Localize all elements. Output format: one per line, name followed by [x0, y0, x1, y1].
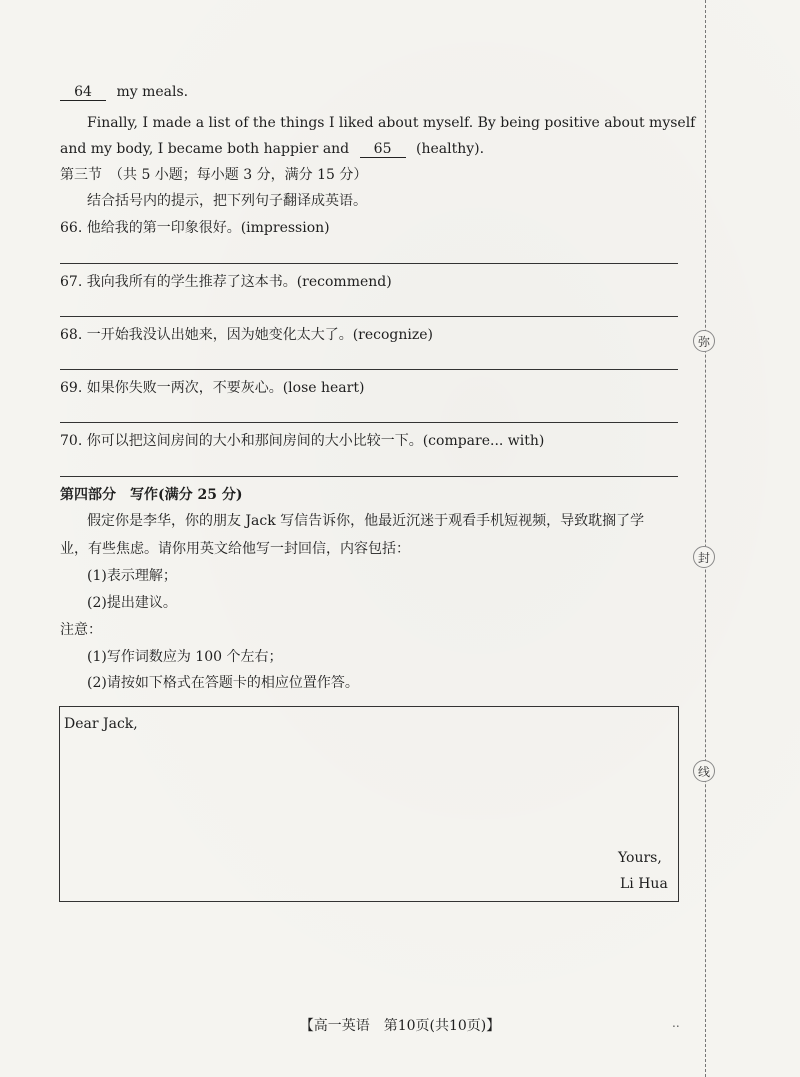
- section3-heading: 第三节 （共 5 小题；每小题 3 分，满分 15 分）: [60, 167, 368, 183]
- paragraph-final-hint: (healthy).: [416, 141, 485, 157]
- part4-note-1: (1)写作词数应为 100 个左右；: [87, 649, 283, 665]
- binding-mark-mi: 弥: [693, 330, 715, 352]
- binding-dashed-line: [705, 0, 706, 1077]
- translation-item-66: 66. 他给我的第一印象很好。(impression): [60, 220, 330, 236]
- translation-item-70: 70. 你可以把这间房间的大小和那间房间的大小比较一下。(compare... with): [60, 433, 545, 449]
- letter-signature: Li Hua: [620, 876, 668, 892]
- letter-answer-box[interactable]: [59, 706, 679, 902]
- part4-note-2: (2)请按如下格式在答题卡的相应位置作答。: [87, 675, 359, 691]
- answer-blank-65: 65: [360, 141, 406, 158]
- page-footer: 【高一英语 第10页(共10页)】: [299, 1018, 501, 1034]
- answer-line-70[interactable]: [60, 476, 678, 477]
- answer-line-69[interactable]: [60, 422, 678, 423]
- paragraph-final-line2: [60, 139, 484, 159]
- part4-point-1: (1)表示理解；: [87, 568, 177, 584]
- binding-mark-xian: 线: [693, 760, 715, 782]
- part4-prompt-line2: 业，有些焦虑。请你用英文给他写一封回信，内容包括：: [60, 541, 410, 557]
- translation-item-68: 68. 一开始我没认出她来，因为她变化太大了。(recognize): [60, 327, 434, 343]
- q64-text: my meals.: [116, 84, 189, 100]
- letter-salutation: Dear Jack,: [64, 716, 138, 732]
- answer-line-67[interactable]: [60, 316, 678, 317]
- q64-line: [60, 82, 188, 102]
- part4-prompt-line1: 假定你是李华，你的朋友 Jack 写信告诉你，他最近沉迷于观看手机短视频，导致耽搁了学: [87, 513, 645, 529]
- answer-line-68[interactable]: [60, 369, 678, 370]
- part4-notes-label: 注意：: [60, 622, 102, 638]
- section3-instruction: 结合括号内的提示，把下列句子翻译成英语。: [87, 193, 367, 209]
- paragraph-final-line1: Finally, I made a list of the things I liked about myself. By being positive about myself: [87, 115, 696, 131]
- footer-mark: ..: [672, 1016, 680, 1030]
- part4-heading: 第四部分 写作(满分 25 分): [60, 487, 243, 503]
- letter-closing: Yours,: [618, 850, 662, 866]
- answer-line-66[interactable]: [60, 263, 678, 264]
- paragraph-final-text: and my body, I became both happier and: [60, 141, 350, 157]
- translation-item-67: 67. 我向我所有的学生推荐了这本书。(recommend): [60, 274, 392, 290]
- translation-item-69: 69. 如果你失败一两次，不要灰心。(lose heart): [60, 380, 365, 396]
- binding-mark-feng: 封: [693, 546, 715, 568]
- answer-blank-64: 64: [60, 84, 106, 101]
- part4-point-2: (2)提出建议。: [87, 595, 177, 611]
